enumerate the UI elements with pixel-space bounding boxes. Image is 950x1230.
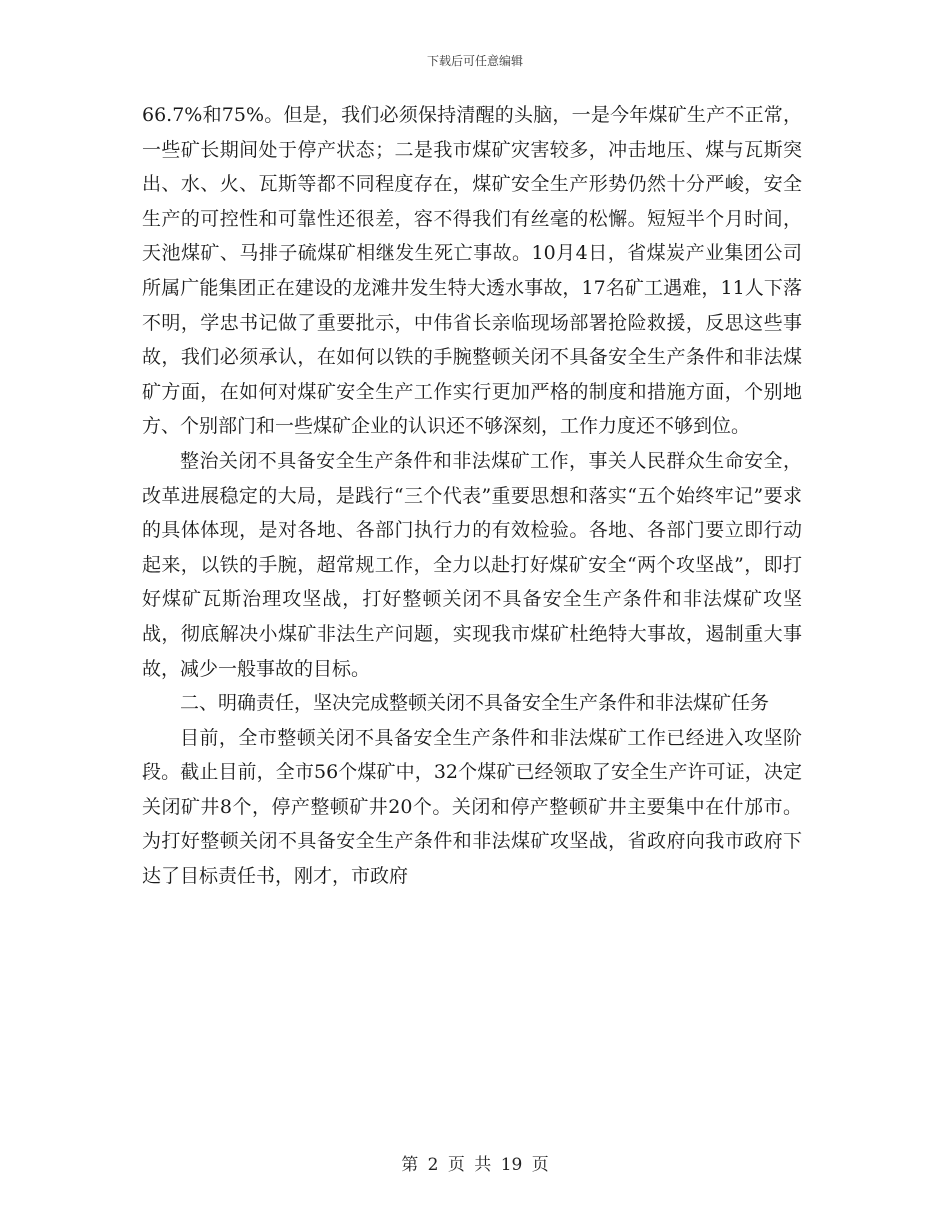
paragraph-continuation: 66.7%和75%。但是，我们必须保持清醒的头脑，一是今年煤矿生产不正常，一些矿长期间处于停产状态；二是我市煤矿灾害较多，冲击地压、煤与瓦斯突出、水、火、瓦斯等都不同程度存在，煤矿安全生产形势仍然十分严峻，安全生产的可控性和可靠性还很差，容不得我们有丝毫的松懈。短短半个月时间，天池煤矿、马排子硫煤矿相继发生死亡事故。10月4日，省煤炭产业集团公司所属广能集团正在建设的龙滩井发生特大透水事故，17名矿工遇难，11人下落不明，学忠书记做了重要批示，中伟省长亲临现场部署抢险救援，反思这些事故，我们必须承认，在如何以铁的手腕整顿关闭不具备安全生产条件和非法煤矿方面，在如何对煤矿安全生产工作实行更加严格的制度和措施方面，个别地方、个别部门和一些煤矿企业的认识还不够深刻，工作力度还不够到位。 <box>142 104 802 438</box>
paragraph-current-status: 目前，全市整顿关闭不具备安全生产条件和非法煤矿工作已经进入攻坚阶段。截止目前，全市56个煤矿中，32个煤矿已经领取了安全生产许可证，决定关闭矿井8个，停产整顿矿井20个。关闭和停产整顿矿井主要集中在什邡市。为打好整顿关闭不具备安全生产条件和非法煤矿攻坚战，省政府向我市政府下达了目标责任书，刚才，市政府 <box>142 726 802 888</box>
page-number: 第 2 页 共 19 页 <box>401 1155 549 1175</box>
document-body <box>142 98 802 894</box>
paragraph-rectification: 整治关闭不具备安全生产条件和非法煤矿工作，事关人民群众生命安全，改革进展稳定的大局，是践行“三个代表”重要思想和落实“五个始终牢记”要求的具体体现，是对各地、各部门执行力的有效检验。各地、各部门要立即行动起来，以铁的手腕，超常规工作，全力以赴打好煤矿安全“两个攻坚战”，即打好煤矿瓦斯治理攻坚战，打好整顿关闭不具备安全生产条件和非法煤矿攻坚战，彻底解决小煤矿非法生产问题，实现我市煤矿杜绝特大事故，遏制重大事故，减少一般事故的目标。 <box>142 449 802 680</box>
page-header-note: 下载后可任意编辑 <box>426 54 523 68</box>
section-heading-responsibility: 二、明确责任，坚决完成整顿关闭不具备安全生产条件和非法煤矿任务 <box>180 692 770 715</box>
